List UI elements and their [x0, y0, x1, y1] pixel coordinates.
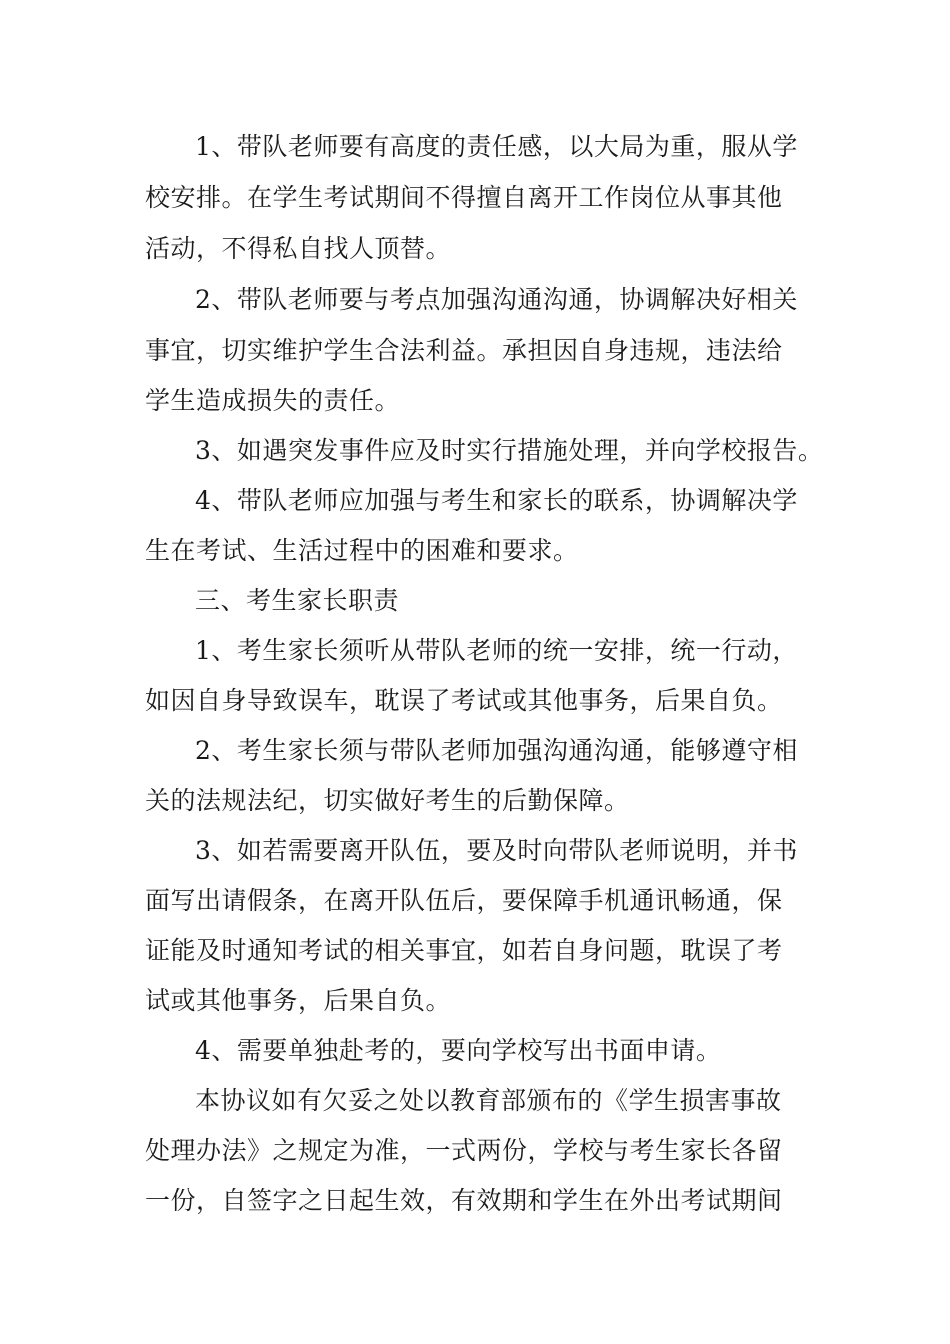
paragraph-line: 事宜，切实维护学生合法利益。承担因自身违规，违法给 [145, 336, 783, 365]
paragraph-line: 试或其他事务，后果自负。 [145, 986, 452, 1015]
paragraph-line: 4、带队老师应加强与考生和家长的联系，协调解决学 [195, 486, 798, 515]
section-heading: 三、考生家长职责 [195, 586, 400, 615]
paragraph-line: 本协议如有欠妥之处以教育部颁布的《学生损害事故 [195, 1086, 782, 1115]
paragraph-line: 如因自身导致误车，耽误了考试或其他事务，后果自负。 [145, 686, 783, 715]
paragraph-line: 证能及时通知考试的相关事宜，如若自身问题，耽误了考 [145, 936, 783, 965]
paragraph-line: 关的法规法纪，切实做好考生的后勤保障。 [145, 786, 630, 815]
paragraph-line: 生在考试、生活过程中的困难和要求。 [145, 536, 579, 565]
paragraph-line: 1、带队老师要有高度的责任感，以大局为重，服从学 [195, 132, 798, 161]
paragraph-line: 3、如遇突发事件应及时实行措施处理，并向学校报告。 [195, 436, 824, 465]
paragraph-line: 活动，不得私自找人顶替。 [145, 234, 452, 263]
paragraph-line: 一份，自签字之日起生效，有效期和学生在外出考试期间 [145, 1186, 783, 1215]
paragraph-line: 2、考生家长须与带队老师加强沟通沟通，能够遵守相 [195, 736, 798, 765]
paragraph-line: 处理办法》之规定为准，一式两份，学校与考生家长各留 [145, 1136, 783, 1165]
paragraph-line: 2、带队老师要与考点加强沟通沟通，协调解决好相关 [195, 285, 798, 314]
paragraph-line: 校安排。在学生考试期间不得擅自离开工作岗位从事其他 [145, 183, 783, 212]
paragraph-line: 3、如若需要离开队伍，要及时向带队老师说明，并书 [195, 836, 798, 865]
paragraph-line: 4、需要单独赴考的，要向学校写出书面申请。 [195, 1036, 722, 1065]
paragraph-line: 1、考生家长须听从带队老师的统一安排，统一行动， [195, 636, 798, 665]
paragraph-line: 面写出请假条，在离开队伍后，要保障手机通讯畅通，保 [145, 886, 783, 915]
paragraph-line: 学生造成损失的责任。 [145, 386, 401, 415]
